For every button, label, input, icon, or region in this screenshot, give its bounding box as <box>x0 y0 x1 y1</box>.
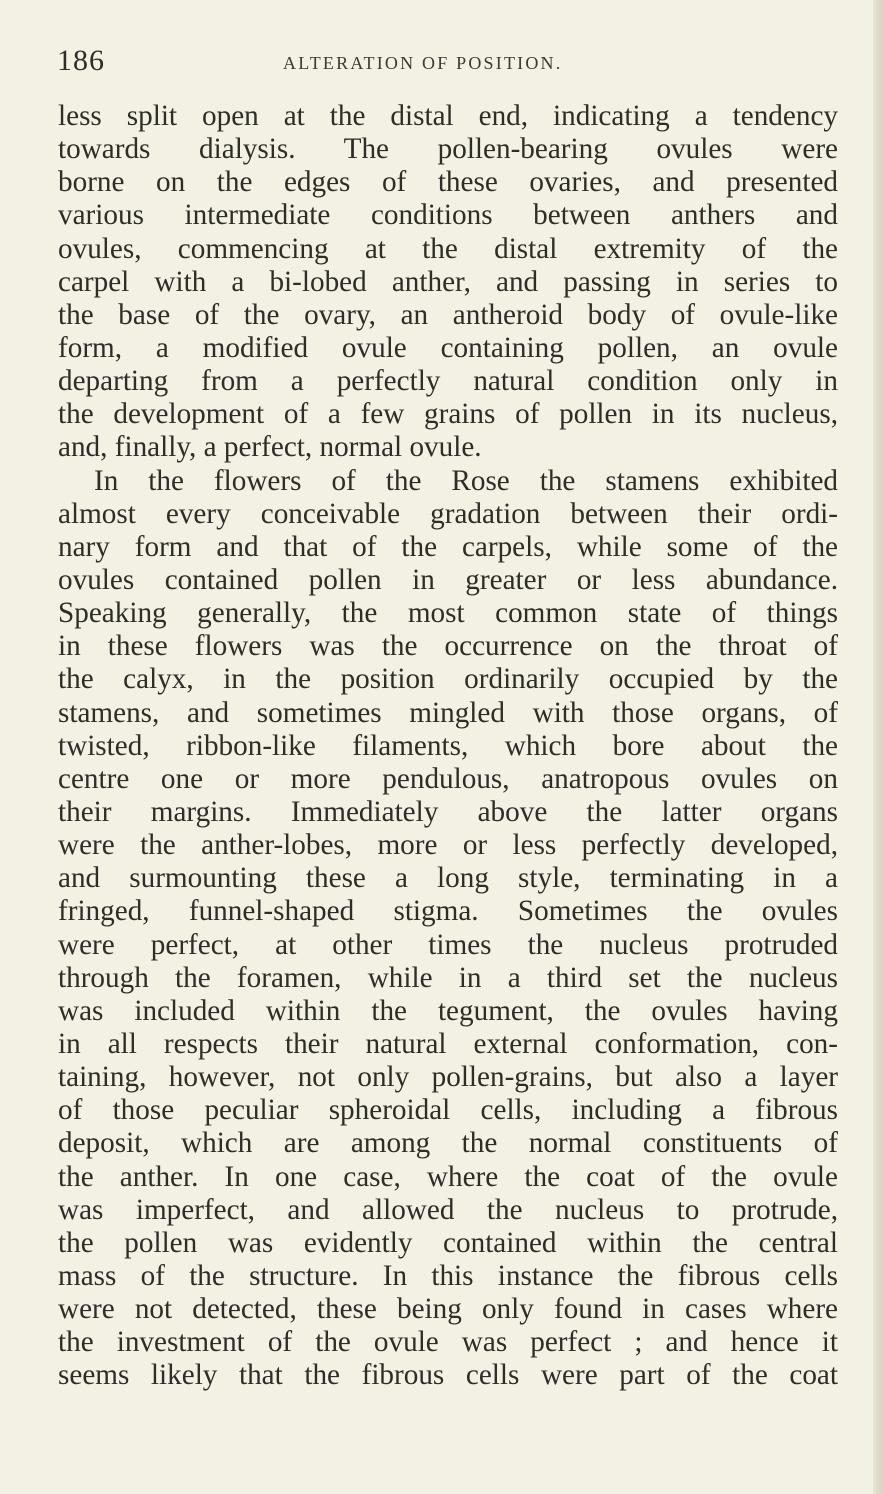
page-header <box>57 44 837 84</box>
paragraph-start-line: In the flowers of the Rose the stamens exhibited <box>94 464 838 497</box>
page-edge <box>873 0 883 1494</box>
running-title: ALTERATION OF POSITION. <box>283 53 563 73</box>
text-line: towards dialysis. The pollen-bearing ovules were <box>58 133 838 166</box>
text-line: carpel with a bi-lobed anther, and passing in series to <box>58 265 838 298</box>
text-line: form, a modified ovule containing pollen, an ovule <box>58 331 838 364</box>
text-line: the anther. In one case, where the coat of the ovule <box>58 1160 838 1193</box>
text-line: were not detected, these being only found in cases where <box>58 1293 838 1326</box>
text-line: ovules, commencing at the distal extremity of the <box>58 232 838 265</box>
text-line: in these flowers was the occurrence on the throat of <box>58 630 838 663</box>
text-line: taining, however, not only pollen-grains, but also a layer <box>58 1061 838 1094</box>
text-line: was imperfect, and allowed the nucleus to protrude, <box>58 1193 838 1226</box>
body-text <box>58 100 838 1392</box>
text-line: and surmounting these a long style, terminating in a <box>58 862 838 895</box>
text-line: twisted, ribbon-like filaments, which bore about the <box>58 729 838 762</box>
text-line: the investment of the ovule was perfect ; and hence it <box>58 1326 838 1359</box>
paragraph-end-line: and, finally, a perfect, normal ovule. <box>58 431 482 464</box>
text-line: was included within the tegument, the ovules having <box>58 994 838 1027</box>
text-line: the pollen was evidently contained within the central <box>58 1226 838 1259</box>
text-line: fringed, funnel-shaped stigma. Sometimes the ovules <box>58 895 838 928</box>
text-line: were the anther-lobes, more or less perfectly developed, <box>58 829 838 862</box>
text-line: were perfect, at other times the nucleus protruded <box>58 928 838 961</box>
text-line: deposit, which are among the normal constituents of <box>58 1127 838 1160</box>
text-line: the calyx, in the position ordinarily occupied by the <box>58 663 838 696</box>
text-line: Speaking generally, the most common state of things <box>58 597 838 630</box>
text-line: through the foramen, while in a third set the nucleus <box>58 961 838 994</box>
text-line: nary form and that of the carpels, while some of the <box>58 530 838 563</box>
text-line: mass of the structure. In this instance the fibrous cells <box>58 1259 838 1292</box>
text-line: seems likely that the fibrous cells were part of the coat <box>58 1359 838 1392</box>
text-line: various intermediate conditions between anthers and <box>58 199 838 232</box>
text-line: centre one or more pendulous, anatropous ovules on <box>58 762 838 795</box>
text-line: departing from a perfectly natural condition only in <box>58 365 838 398</box>
text-line: the development of a few grains of pollen in its nucleus, <box>58 398 838 431</box>
page-number: 186 <box>57 44 105 77</box>
text-line: in all respects their natural external conformation, con- <box>58 1027 838 1060</box>
text-line: the base of the ovary, an antheroid body of ovule-like <box>58 298 838 331</box>
text-line: their margins. Immediately above the latter organs <box>58 795 838 828</box>
text-line: less split open at the distal end, indicating a tendency <box>58 100 838 132</box>
text-line: ovules contained pollen in greater or less abundance. <box>58 563 838 596</box>
text-line: borne on the edges of these ovaries, and presented <box>58 166 838 199</box>
text-line: almost every conceivable gradation between their ordi- <box>58 497 838 530</box>
text-line: of those peculiar spheroidal cells, including a fibrous <box>58 1094 838 1127</box>
text-line: stamens, and sometimes mingled with those organs, of <box>58 696 838 729</box>
